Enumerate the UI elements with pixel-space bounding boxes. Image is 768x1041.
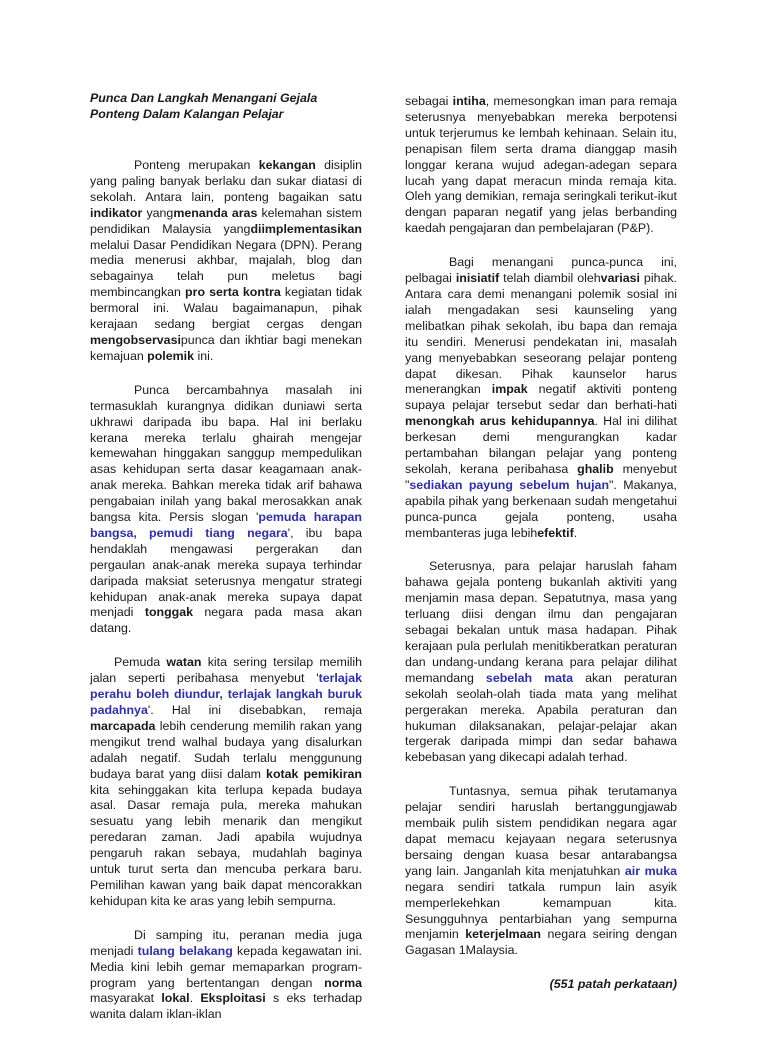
bold-term: tonggak <box>144 605 193 620</box>
bold-term: kekangan <box>258 158 316 172</box>
highlighted-phrase: terlajak perahu boleh diundur, terlajak langkah buruk padahnya <box>90 671 362 717</box>
title-line-2: Ponteng Dalam Kalangan Pelajar <box>90 107 284 121</box>
bold-term: norma <box>324 975 362 990</box>
text-run: Di samping itu, peranan media juga menjadi <box>90 927 362 958</box>
text-run: negara seiring dengan Gagasan 1Malaysia. <box>405 927 677 958</box>
text-run: kegiatan tidak bermoral ini. Walau bagaimanapun, pihak kerajaan sedang bergiat cergas dengan <box>90 285 363 332</box>
highlighted-phrase: air muka <box>624 863 678 878</box>
text-run: telah diambil oleh <box>499 271 601 286</box>
text-run: disiplin yang paling banyak berlaku dan sukar diatasi di sekolah. Antara lain, ponteng bagaikan satu <box>90 158 362 204</box>
text-run: Tuntasnya, semua pihak terutamanya pelajar sendiri haruslah bertanggungjawab membaik pulih sistem pendidikan negara agar dapat memacu kejayaan negara seterusnya bersaing dengan kuasa besar antarabangsa yang lain. Janganlah kita menjatuhkan <box>405 784 677 878</box>
text-run: kita sehinggakan kita terlupa kepada budaya asal. Dasar remaja pula, mereka mahukan sesuatu yang lebih menarik dan mengikut peredaran zaman. Jadi apabila wujudnya pengaruh rakan sebaya, mudahlah baginya untuk turut serta dan mencuba perkara baru. Pemilihan kawan yang baik dapat mencorakkan kehidupan kita ke aras yang lebih sempurna. <box>90 782 362 908</box>
text-run: punca dan ikhtiar bagi menekan kemajuan <box>90 332 362 363</box>
bold-term: mengobservasi <box>90 332 181 347</box>
bold-term: diimplementasikan <box>250 221 362 236</box>
bold-term: pro serta kontra <box>185 285 281 300</box>
text-run: . <box>189 991 201 1006</box>
text-run: ini. <box>194 348 214 363</box>
highlighted-phrase: sebelah mata <box>485 670 574 685</box>
title-line-1: Punca Dan Langkah Menangani Gejala <box>90 91 318 105</box>
right-column <box>405 94 677 993</box>
text-run: , memesongkan iman para remaja seterusnya menyebabkan mereka berpotensi untuk terjerumus ke lembah kehinaan. Selain itu, penapisan filem serta drama dianggap masih longgar kerana wujud adegan-adegan separa lucah yang dapat meracun minda remaja kita. Oleh yang demikian, remaja seringkali terikut-ikut dengan paparan negatif yang jelas berbanding kaedah pengajaran dan pembelajaran (P&P). <box>405 94 677 236</box>
paragraph-4-continued <box>405 94 677 237</box>
word-count: (551 patah perkataan) <box>549 977 677 992</box>
text-run: Punca bercambahnya masalah ini termasuklah kurangnya didikan duniawi serta ukhrawi daripada ibu bapa. Hal ini berlaku kerana mereka terlalu ghairah mengejar kemewahan hinggakan sanggup mempedulikan asas kehidupan serta dasar keagamaan anak-anak mereka. Bahkan mereka tidak arif bahawa pengabaian inilah yang bakal merosakkan anak bangsa kita. Persis slogan ' <box>90 382 362 525</box>
text-run: menyebut " <box>405 461 677 492</box>
highlighted-phrase: pemuda harapan bangsa, pemudi tiang negara <box>90 510 363 540</box>
text-run: pihak. Antara cara demi menangani polemik sosial ini ialah mengadakan sesi kaunseling yang melibatkan pihak sekolah, ibu bapa dan remaja itu sendiri. Menerusi pendekatan ini, masalah yang menyebabkan seseorang pelajar ponteng dapat dikesan. Pihak kaunselor harus menerangkan <box>405 271 677 397</box>
bold-term: inisiatif <box>455 271 500 286</box>
paragraph-1 <box>90 158 362 365</box>
bold-term: efektif <box>537 525 574 540</box>
text-run: . <box>573 525 578 540</box>
bold-term: watan <box>166 655 202 670</box>
text-run: kepada kegawatan ini. Media kini lebih gemar memaparkan program-program yang bertentangan dengan <box>90 943 362 990</box>
text-run: kita sering tersilap memilih jalan seperti peribahasa menyebut ' <box>90 655 363 686</box>
text-run: kelemahan sistem pendidikan Malaysia yang <box>90 205 362 236</box>
paragraph-2 <box>90 383 362 638</box>
paragraph-4 <box>90 928 362 1023</box>
bold-term: menanda aras <box>173 205 258 220</box>
text-run: sebagai <box>405 94 453 108</box>
bold-term: keterjelmaan <box>465 927 541 942</box>
left-column <box>90 90 362 1041</box>
paragraph-3 <box>90 655 362 910</box>
bold-term: marcapada <box>90 718 156 733</box>
text-run: s eks terhadap wanita dalam iklan-iklan <box>90 991 362 1022</box>
bold-term: variasi <box>600 271 640 286</box>
page-title <box>90 90 362 122</box>
text-run: Seterusnya, para pelajar haruslah faham bahawa gejala ponteng bukanlah aktiviti yang menjamin masa depan. Sepatutnya, masa yang terluang diisi dengan ilmu dan pengajaran sebagai bekalan untuk masa hadapan. Pihak kerajaan pula perlulah menitikberatkan peraturan dan undang-undang kerana para pelajar dilihat memandang <box>405 559 677 685</box>
bold-term: ghalib <box>577 461 614 476</box>
text-run: . Hal ini dilihat berkesan demi mengurangkan kadar pertambahan bilangan pelajar yang ponteng sekolah, kerana peribahasa <box>405 414 677 476</box>
text-run: lebih cenderung memilih rakan yang mengikut trend walhal budaya yang disalurkan adalah negatif. Sudah terlalu menggunung budaya barat yang diisi dalam <box>90 718 362 781</box>
highlighted-phrase: sediakan payung sebelum hujan <box>409 477 610 492</box>
text-run: '. Hal ini disebabkan, remaja <box>147 703 362 717</box>
bold-term: Eksploitasi <box>200 991 266 1006</box>
bold-term: intiha <box>452 94 486 108</box>
text-run: Bagi menangani punca-punca ini, pelbagai <box>405 255 677 286</box>
text-run: yang <box>142 205 174 220</box>
paragraph-6 <box>405 559 677 766</box>
bold-term: polemik <box>147 348 194 363</box>
text-run: Pemuda <box>114 655 167 670</box>
bold-term: kotak pemikiran <box>266 766 362 781</box>
text-run: negara pada masa akan datang. <box>90 605 362 636</box>
bold-term: indikator <box>90 205 143 220</box>
bold-term: menongkah arus kehidupannya <box>405 414 595 429</box>
paragraph-7 <box>405 784 677 959</box>
highlighted-phrase: tulang belakang <box>137 943 233 958</box>
text-run: ". Makanya, apabila pihak yang berkenaan sudah mengetahui punca-punca gejala ponteng, usaha membanteras juga lebih <box>405 477 677 540</box>
text-run: melalui Dasar Pendidikan Negara (DPN). Perang media menerusi akhbar, majalah, blog dan sebagainya telah pun meletus bagi membincangkan <box>90 237 362 300</box>
bold-term: lokal <box>161 991 190 1006</box>
text-run: akan peraturan sekolah seolah-olah tiada mata yang melihat pergerakan mereka. Apabila peraturan dan hukuman dilaksanakan, pelajar-pelajar akan tergerak daripada mimpi dan sedar bahawa kebebasan yang dikecapi adalah terhad. <box>405 670 678 765</box>
paragraph-5 <box>405 255 677 541</box>
text-run: negara sendiri tatkala rumpun lain asyik memperlekehkan kemampuan kita. Sesungguhnya pentarbiahan yang sempurna menjamin <box>405 879 677 942</box>
text-run: Ponteng merupakan <box>134 158 259 172</box>
text-run: ', ibu bapa hendaklah mengawasi pergerakan dan pergaulan anak-anak mereka supaya terhindar daripada maksiat seterusnya mengatur strategi kehidupan anak-anak mereka supaya dapat menjadi <box>90 525 363 620</box>
text-run: masyarakat <box>90 991 162 1006</box>
bold-term: impak <box>491 382 528 397</box>
text-run: negatif aktiviti ponteng supaya pelajar tersebut sedar dan berhati-hati <box>405 382 678 413</box>
